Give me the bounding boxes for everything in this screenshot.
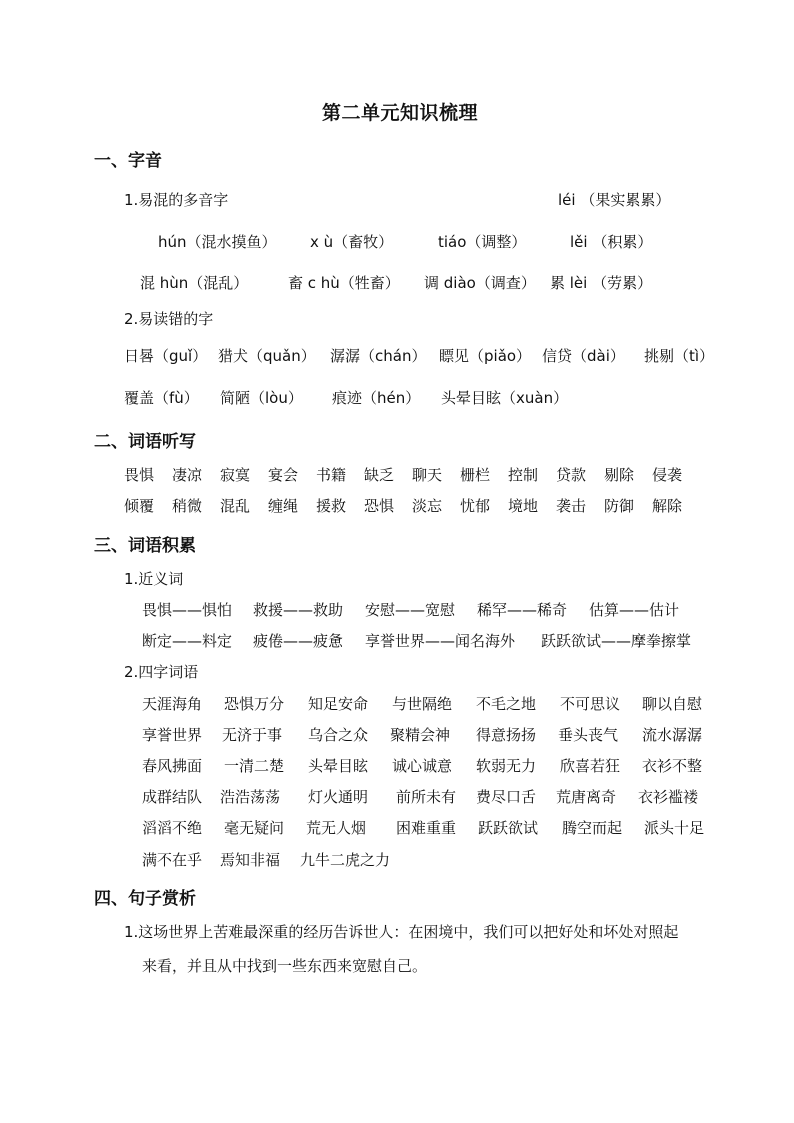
- idiom: 春风拂面: [142, 757, 203, 775]
- page-title: 第二单元知识梳理: [322, 102, 479, 124]
- idiom-row-1: [0, 693, 794, 713]
- misread-word: 猎犬（quǎn）: [218, 347, 316, 365]
- misread-word: 挑剔（tì）: [644, 347, 715, 365]
- idiom: 欣喜若狂: [560, 757, 621, 775]
- idiom: 满不在乎: [142, 851, 203, 869]
- polyphone-lei-3: lěi （积累）: [570, 233, 653, 251]
- idiom: 知足安命: [308, 695, 369, 713]
- misread-word: 信贷（dài）: [542, 347, 625, 365]
- misread-word: 简陋（lòu）: [220, 389, 303, 407]
- dictation-word: 倾覆: [124, 497, 155, 515]
- idiom: 聚精会神: [390, 726, 451, 744]
- subheading-misread: 2.易读错的字: [124, 310, 214, 328]
- idiom: 诚心诚意: [392, 757, 453, 775]
- idiom: 灯火通明: [308, 788, 369, 806]
- sentence-line-2: 来看，并且从中找到一些东西来宽慰自己。: [142, 957, 428, 975]
- idiom: 不可思议: [560, 695, 621, 713]
- dictation-word: 控制: [508, 466, 539, 484]
- idiom: 衣衫褴褛: [638, 788, 699, 806]
- dictation-word: 栅栏: [460, 466, 491, 484]
- dictation-word: 聊天: [412, 466, 443, 484]
- subheading-idioms: 2.四字词语: [124, 663, 199, 681]
- synonym-pair: 安慰——宽慰: [365, 601, 456, 619]
- dictation-row-1: [0, 464, 794, 484]
- polyphone-diao: 调 diào（调查）: [424, 274, 536, 292]
- polyphone-chu: 畜 c hù（牲畜）: [288, 274, 400, 292]
- idiom: 荒无人烟: [306, 819, 367, 837]
- idiom: 垂头丧气: [558, 726, 619, 744]
- dictation-word: 寂寞: [220, 466, 251, 484]
- idiom: 困难重重: [396, 819, 457, 837]
- dictation-word: 缠绳: [268, 497, 299, 515]
- idiom: 滔滔不绝: [142, 819, 203, 837]
- dictation-word: 凄凉: [172, 466, 203, 484]
- idiom-row-3: [0, 755, 794, 775]
- dictation-word: 侵袭: [652, 466, 683, 484]
- idiom: 头晕目眩: [308, 757, 369, 775]
- dictation-word: 解除: [652, 497, 683, 515]
- section-heading-pronunciation: 一、字音: [94, 151, 162, 171]
- idiom: 腾空而起: [562, 819, 623, 837]
- dictation-row-2: [0, 495, 794, 515]
- idiom: 与世隔绝: [392, 695, 453, 713]
- misread-word: 痕迹（hén）: [332, 389, 421, 407]
- dictation-word: 宴会: [268, 466, 299, 484]
- subheading-polyphonic: 1.易混的多音字: [124, 191, 229, 209]
- polyphone-hun-1: hún（混水摸鱼）: [158, 233, 277, 251]
- idiom: 浩浩荡荡: [220, 788, 281, 806]
- dictation-word: 淡忘: [412, 497, 443, 515]
- dictation-word: 恐惧: [364, 497, 395, 515]
- polyphone-lei-4: 累 lèi （劳累）: [550, 274, 653, 292]
- dictation-word: 援救: [316, 497, 347, 515]
- dictation-word: 混乱: [220, 497, 251, 515]
- idiom: 聊以自慰: [642, 695, 703, 713]
- dictation-word: 畏惧: [124, 466, 155, 484]
- polyphone-hun-4: 混 hùn（混乱）: [140, 274, 249, 292]
- idiom: 派头十足: [644, 819, 705, 837]
- idiom: 一清二楚: [224, 757, 285, 775]
- idiom-row-5: [0, 817, 794, 837]
- dictation-word: 境地: [508, 497, 539, 515]
- idiom-row-2: [0, 724, 794, 744]
- polyphone-tiao: tiáo（调整）: [438, 233, 527, 251]
- misread-word: 日晷（guǐ）: [124, 347, 208, 365]
- synonym-pair: 估算——估计: [589, 601, 680, 619]
- synonym-row-1: [0, 599, 794, 619]
- idiom-row-4: [0, 786, 794, 806]
- idiom: 流水潺潺: [642, 726, 703, 744]
- synonym-pair: 断定——料定: [142, 632, 233, 650]
- misread-word: 头晕目眩（xuàn）: [441, 389, 569, 407]
- sentence-line-1: 1.这场世界上苦难最深重的经历告诉世人：在困境中，我们可以把好处和坏处对照起: [124, 923, 679, 941]
- dictation-word: 忧郁: [460, 497, 491, 515]
- misread-word: 覆盖（fù）: [124, 389, 199, 407]
- dictation-word: 剔除: [604, 466, 635, 484]
- section-heading-sentence-analysis: 四、句子赏析: [94, 889, 196, 909]
- section-heading-dictation: 二、词语听写: [94, 432, 196, 452]
- synonym-pair: 疲倦——疲惫: [253, 632, 344, 650]
- dictation-word: 贷款: [556, 466, 587, 484]
- synonym-pair: 畏惧——惧怕: [142, 601, 233, 619]
- idiom: 焉知非福: [220, 851, 281, 869]
- idiom: 荒唐离奇: [556, 788, 617, 806]
- polyphone-xu: x ù（畜牧）: [310, 233, 394, 251]
- dictation-word: 缺乏: [364, 466, 395, 484]
- dictation-word: 袭击: [556, 497, 587, 515]
- idiom: 天涯海角: [142, 695, 203, 713]
- idiom: 跃跃欲试: [478, 819, 539, 837]
- dictation-word: 稍微: [172, 497, 203, 515]
- synonym-row-2: [0, 630, 794, 650]
- idiom: 前所未有: [396, 788, 457, 806]
- misread-row-2: [0, 387, 794, 407]
- idiom: 费尽口舌: [476, 788, 537, 806]
- subheading-synonyms: 1.近义词: [124, 570, 184, 588]
- idiom-row-6: [0, 849, 794, 869]
- synonym-pair: 享誉世界——闻名海外: [365, 632, 516, 650]
- misread-word: 潺潺（chán）: [330, 347, 427, 365]
- dictation-word: 书籍: [316, 466, 347, 484]
- idiom: 软弱无力: [476, 757, 537, 775]
- idiom: 毫无疑问: [224, 819, 285, 837]
- synonym-pair: 跃跃欲试——摩拳擦掌: [541, 632, 692, 650]
- synonym-pair: 救援——救助: [253, 601, 344, 619]
- idiom: 享誉世界: [142, 726, 203, 744]
- idiom: 恐惧万分: [224, 695, 285, 713]
- idiom: 乌合之众: [308, 726, 369, 744]
- idiom: 无济于事: [222, 726, 283, 744]
- misread-word: 瞟见（piǎo）: [439, 347, 532, 365]
- idiom: 不毛之地: [476, 695, 537, 713]
- dictation-word: 防御: [604, 497, 635, 515]
- idiom: 得意扬扬: [476, 726, 537, 744]
- synonym-pair: 稀罕——稀奇: [477, 601, 568, 619]
- idiom: 衣衫不整: [642, 757, 703, 775]
- misread-row-1: [0, 345, 794, 365]
- section-heading-vocabulary: 三、词语积累: [94, 536, 196, 556]
- polyphone-lei-1: léi （果实累累）: [558, 191, 671, 209]
- idiom: 九牛二虎之力: [300, 851, 391, 869]
- idiom: 成群结队: [142, 788, 203, 806]
